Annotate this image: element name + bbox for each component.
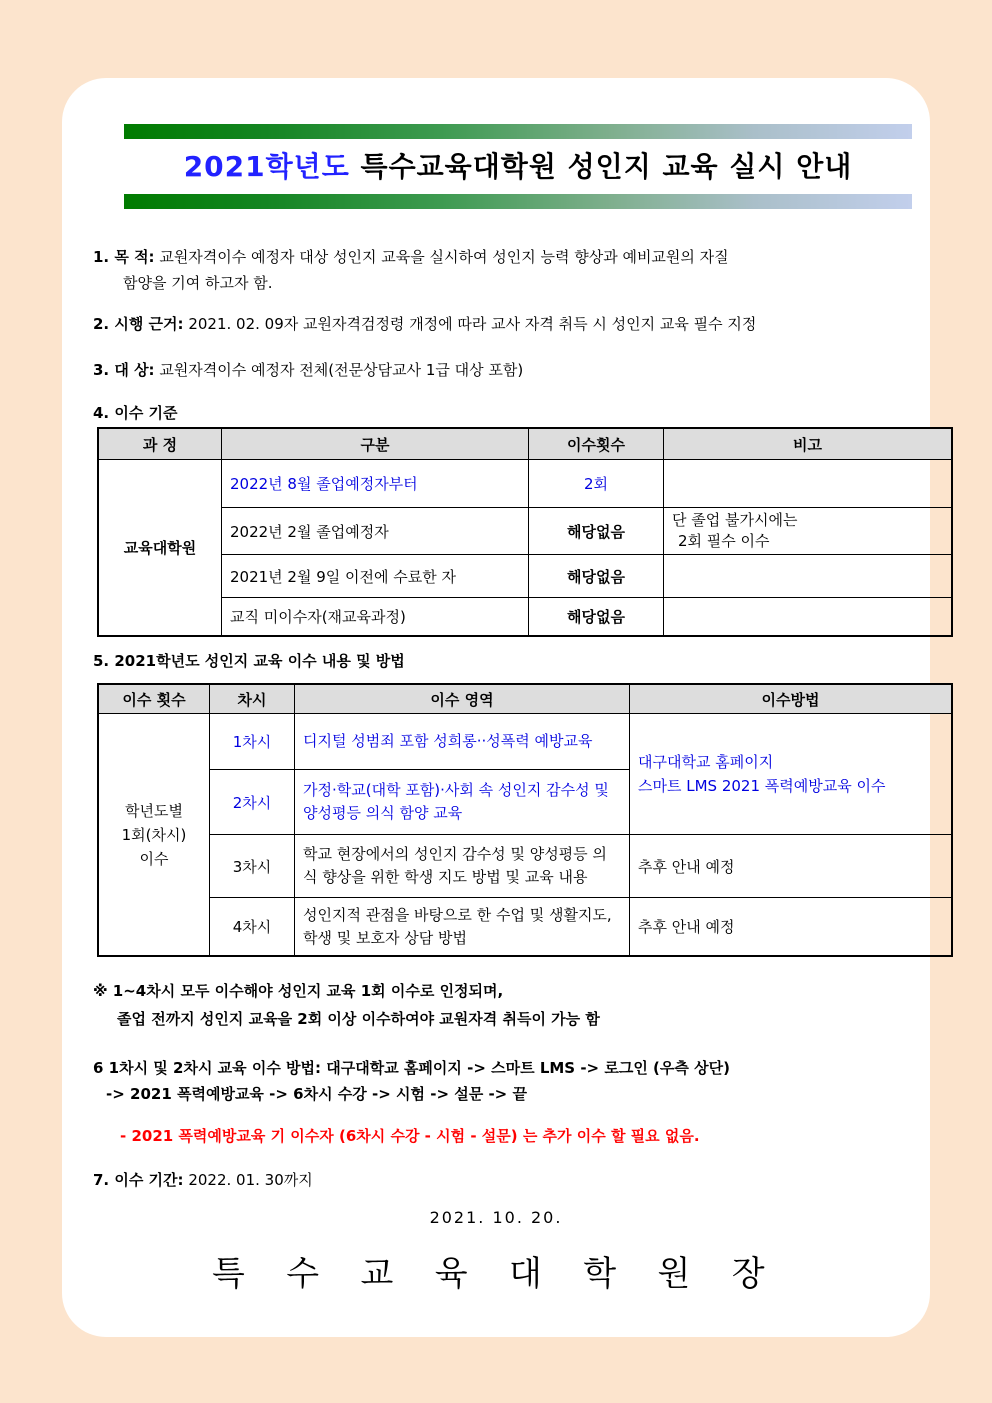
table-row: [98, 508, 952, 555]
section-target: [93, 357, 903, 383]
page-title: [124, 150, 912, 184]
gubun-cell: 2021년 2월 9일 이전에 수료한 자: [222, 555, 529, 598]
contents-header-row: [98, 684, 952, 714]
method-line2: 스마트 LMS 2021 폭력예방교육 이수: [638, 777, 886, 795]
order-cell: 1차시: [210, 714, 295, 770]
count-cell: 2회: [529, 460, 664, 508]
method-line1: 대구대학교 홈페이지: [638, 753, 774, 771]
table-row: [98, 460, 952, 508]
group-line2: 1회(차시): [121, 825, 187, 844]
method-cell: 추후 안내 예정: [630, 835, 953, 898]
gradient-bar-top: [124, 124, 912, 139]
count-cell: 해당없음: [529, 555, 664, 598]
table-row: [98, 714, 952, 770]
criteria-header-row: [98, 428, 952, 460]
contents-table: [97, 683, 953, 957]
criteria-table: [97, 427, 953, 637]
target-text: 교원자격이수 예정자 전체(전문상담교사 1급 대상 포함): [154, 361, 524, 379]
section-method: [93, 1055, 903, 1107]
gradient-bar-bottom: [124, 194, 912, 209]
basis-text: 2021. 02. 09자 교원자격검정령 개정에 따라 교사 자격 취득 시 성인지 교육 필수 지정: [183, 315, 757, 333]
order-cell: 2차시: [210, 770, 295, 835]
group-line1: 학년도별: [125, 801, 183, 820]
title-banner: [124, 124, 912, 209]
target-label: 3. 대 상:: [93, 361, 155, 379]
note-cell: [664, 508, 953, 555]
course-group-cell: 교육대학원: [98, 460, 222, 637]
issue-date: 2021. 10. 20.: [429, 1208, 563, 1227]
period-text: 2022. 01. 30까지: [183, 1171, 313, 1189]
table-row: [98, 835, 952, 898]
note-cell: [664, 555, 953, 598]
gubun-cell: 교직 미이수자(재교육과정): [222, 598, 529, 637]
section-basis: [93, 311, 903, 337]
order-cell: 4차시: [210, 898, 295, 957]
section-period: [93, 1167, 903, 1193]
area-cell: 학교 현장에서의 성인지 감수성 및 양성평등 의식 향상을 위한 학생 지도 방법 및 교육 내용: [295, 835, 630, 898]
table-row: [98, 598, 952, 637]
note-line2: 2회 필수 이수: [678, 532, 770, 550]
method-cell: 추후 안내 예정: [630, 898, 953, 957]
header-gubun: 구분: [222, 428, 529, 460]
area-cell: 디지털 성범죄 포함 성희롱··성폭력 예방교육: [295, 714, 630, 770]
period-label: 7. 이수 기간:: [93, 1171, 184, 1189]
footnote: [93, 977, 903, 1033]
purpose-label: 1. 목 적:: [93, 248, 155, 266]
note-cell: [664, 598, 953, 637]
group-line3: 이수: [139, 849, 169, 868]
method-cell-12: [630, 714, 953, 835]
header-course: 과 정: [98, 428, 222, 460]
header-area: 이수 영역: [295, 684, 630, 714]
table-row: [98, 898, 952, 957]
header-note: 비고: [664, 428, 953, 460]
signature: 특 수 교 육 대 학 원 장: [212, 1254, 780, 1294]
purpose-line2: 함양을 기여 하고자 함.: [123, 274, 273, 292]
header-count: 이수 횟수: [98, 684, 210, 714]
table-row: [98, 555, 952, 598]
method-line2: -> 2021 폭력예방교육 -> 6차시 수강 -> 시험 -> 설문 -> 끝: [106, 1085, 527, 1103]
footnote-line2: 졸업 전까지 성인지 교육을 2회 이상 이수하여야 교원자격 취득이 가능 함: [117, 1010, 600, 1028]
section-purpose: [93, 244, 903, 296]
area-cell: 가정·학교(대학 포함)·사회 속 성인지 감수성 및 양성평등 의식 함양 교육: [295, 770, 630, 835]
gubun-cell: 2022년 2월 졸업예정자: [222, 508, 529, 555]
header-count: 이수횟수: [529, 428, 664, 460]
section5-title: 5. 2021학년도 성인지 교육 이수 내용 및 방법: [93, 652, 405, 670]
note-line1: 단 졸업 불가시에는: [672, 511, 798, 529]
count-group-cell: [98, 714, 210, 957]
area-cell: 성인지적 관점을 바탕으로 한 수업 및 생활지도,학생 및 보호자 상담 방법: [295, 898, 630, 957]
purpose-text1: 교원자격이수 예정자 대상 성인지 교육을 실시하여 성인지 능력 향상과 예비교원의 자질: [154, 248, 729, 266]
warning-text: - 2021 폭력예방교육 기 이수자 (6차시 수강 - 시험 - 설문) 는 추가 이수 할 필요 없음.: [120, 1127, 700, 1145]
title-year: 2021학년도: [183, 150, 350, 183]
note-cell: [664, 460, 953, 508]
header-method: 이수방법: [630, 684, 953, 714]
count-cell: 해당없음: [529, 598, 664, 637]
basis-label: 2. 시행 근거:: [93, 315, 184, 333]
document-page: [62, 78, 930, 1337]
title-rest: 특수교육대학원 성인지 교육 실시 안내: [349, 150, 853, 183]
section4-title: 4. 이수 기준: [93, 404, 178, 422]
order-cell: 3차시: [210, 835, 295, 898]
footnote-line1: ※ 1~4차시 모두 이수해야 성인지 교육 1회 이수로 인정되며,: [93, 982, 504, 1000]
count-cell: 해당없음: [529, 508, 664, 555]
purpose-line1: [93, 244, 903, 270]
gubun-cell: 2022년 8월 졸업예정자부터: [222, 460, 529, 508]
method-line1: 6 1차시 및 2차시 교육 이수 방법: 대구대학교 홈페이지 -> 스마트 LMS -> 로그인 (우측 상단): [93, 1059, 730, 1077]
header-order: 차시: [210, 684, 295, 714]
